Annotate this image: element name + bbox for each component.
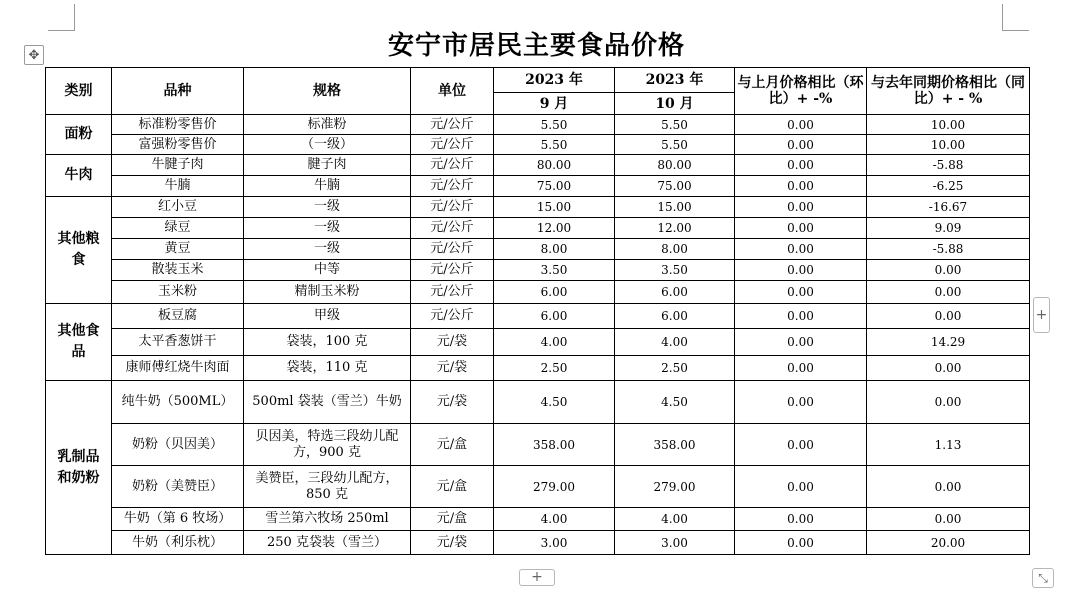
table-row (46, 155, 1030, 176)
table-row (46, 531, 1030, 555)
header-category: 类别 (46, 68, 112, 115)
spec-cell: 500ml 袋装（雪兰）牛奶 (244, 381, 411, 424)
category-cell (46, 115, 112, 155)
variety-cell: 太平香葱饼干 (112, 329, 244, 356)
spec-cell: 一级 (244, 197, 411, 218)
price-prev-cell: 3.50 (494, 260, 615, 281)
spec-cell: 一级 (244, 239, 411, 260)
yoy-cell: 10.00 (867, 135, 1030, 155)
yoy-cell: 0.00 (867, 466, 1030, 508)
yoy-cell: 10.00 (867, 115, 1030, 135)
mom-cell: 0.00 (735, 260, 867, 281)
price-cur-cell: 6.00 (615, 304, 735, 329)
mom-cell: 0.00 (735, 176, 867, 197)
header-year-prev: 2023 年 (494, 68, 615, 93)
yoy-cell: -16.67 (867, 197, 1030, 218)
yoy-cell: -5.88 (867, 239, 1030, 260)
variety-cell: 黄豆 (112, 239, 244, 260)
price-prev-cell: 15.00 (494, 197, 615, 218)
table-row (46, 218, 1030, 239)
table-row (46, 135, 1030, 155)
price-cur-cell: 5.50 (615, 115, 735, 135)
category-cell (46, 155, 112, 197)
plus-icon: + (1035, 307, 1048, 323)
spec-cell: 贝因美，特选三段幼儿配方，900 克 (244, 424, 411, 466)
yoy-cell: 0.00 (867, 508, 1030, 531)
table-row (46, 115, 1030, 135)
mom-cell: 0.00 (735, 115, 867, 135)
table-row (46, 356, 1030, 381)
table-row (46, 381, 1030, 424)
price-prev-cell: 5.50 (494, 135, 615, 155)
header-month-prev: 9 月 (494, 93, 615, 115)
mom-cell: 0.00 (735, 466, 867, 508)
unit-cell: 元/公斤 (411, 115, 494, 135)
price-cur-cell: 12.00 (615, 218, 735, 239)
yoy-cell: 0.00 (867, 304, 1030, 329)
move-icon: ✥ (28, 47, 40, 63)
price-prev-cell: 80.00 (494, 155, 615, 176)
spec-cell: 标准粉 (244, 115, 411, 135)
yoy-cell: 14.29 (867, 329, 1030, 356)
variety-cell: 红小豆 (112, 197, 244, 218)
yoy-cell: 0.00 (867, 356, 1030, 381)
spec-cell: 精制玉米粉 (244, 281, 411, 304)
variety-cell: 绿豆 (112, 218, 244, 239)
variety-cell: 牛腱子肉 (112, 155, 244, 176)
spec-cell: （一级） (244, 135, 411, 155)
variety-cell: 奶粉（贝因美） (112, 424, 244, 466)
mom-cell: 0.00 (735, 508, 867, 531)
price-prev-cell: 75.00 (494, 176, 615, 197)
variety-cell: 富强粉零售价 (112, 135, 244, 155)
variety-cell: 散装玉米 (112, 260, 244, 281)
header-spec: 规格 (244, 68, 411, 115)
mom-cell: 0.00 (735, 135, 867, 155)
header-variety: 品种 (112, 68, 244, 115)
category-label: 其他粮食 (57, 231, 100, 268)
price-prev-cell: 4.50 (494, 381, 615, 424)
price-cur-cell: 75.00 (615, 176, 735, 197)
yoy-cell: 0.00 (867, 381, 1030, 424)
table-row (46, 176, 1030, 197)
unit-cell: 元/公斤 (411, 155, 494, 176)
price-prev-cell: 4.00 (494, 508, 615, 531)
header-month-cur: 10 月 (615, 93, 735, 115)
document-title: 安宁市居民主要食品价格 (387, 31, 685, 61)
table-row (46, 508, 1030, 531)
spec-cell: 袋装，110 克 (244, 356, 411, 381)
mom-cell: 0.00 (735, 329, 867, 356)
table-row (46, 239, 1030, 260)
table-row (46, 424, 1030, 466)
price-cur-cell: 279.00 (615, 466, 735, 508)
table-row (46, 197, 1030, 218)
price-prev-cell: 2.50 (494, 356, 615, 381)
yoy-cell: 0.00 (867, 281, 1030, 304)
variety-cell: 玉米粉 (112, 281, 244, 304)
price-cur-cell: 3.50 (615, 260, 735, 281)
variety-cell: 牛腩 (112, 176, 244, 197)
header-yoy: 与去年同期价格相比（同比）+ - % (867, 68, 1030, 115)
unit-cell: 元/盒 (411, 466, 494, 508)
price-cur-cell: 2.50 (615, 356, 735, 381)
yoy-cell: 1.13 (867, 424, 1030, 466)
table-row (46, 260, 1030, 281)
spec-cell: 美赞臣，三段幼儿配方，850 克 (244, 466, 411, 508)
yoy-cell: -6.25 (867, 176, 1030, 197)
unit-cell: 元/袋 (411, 531, 494, 555)
variety-cell: 牛奶（利乐枕） (112, 531, 244, 555)
price-prev-cell: 6.00 (494, 304, 615, 329)
mom-cell: 0.00 (735, 197, 867, 218)
price-cur-cell: 4.00 (615, 508, 735, 531)
resize-icon: ⤡ (1038, 571, 1048, 585)
mom-cell: 0.00 (735, 424, 867, 466)
mom-cell: 0.00 (735, 381, 867, 424)
unit-cell: 元/公斤 (411, 239, 494, 260)
spec-cell: 雪兰第六牧场 250ml (244, 508, 411, 531)
price-prev-cell: 8.00 (494, 239, 615, 260)
yoy-cell: 0.00 (867, 260, 1030, 281)
variety-cell: 标准粉零售价 (112, 115, 244, 135)
yoy-cell: -5.88 (867, 155, 1030, 176)
unit-cell: 元/公斤 (411, 197, 494, 218)
price-cur-cell: 6.00 (615, 281, 735, 304)
unit-cell: 元/盒 (411, 424, 494, 466)
yoy-cell: 9.09 (867, 218, 1030, 239)
price-prev-cell: 279.00 (494, 466, 615, 508)
unit-cell: 元/袋 (411, 329, 494, 356)
mom-cell: 0.00 (735, 239, 867, 260)
mom-cell: 0.00 (735, 356, 867, 381)
price-cur-cell: 15.00 (615, 197, 735, 218)
unit-cell: 元/公斤 (411, 218, 494, 239)
variety-cell: 牛奶（第 6 牧场） (112, 508, 244, 531)
yoy-cell: 20.00 (867, 531, 1030, 555)
mom-cell: 0.00 (735, 218, 867, 239)
price-table (45, 67, 1030, 555)
variety-cell: 板豆腐 (112, 304, 244, 329)
mom-cell: 0.00 (735, 155, 867, 176)
mom-cell: 0.00 (735, 281, 867, 304)
spec-cell: 腱子肉 (244, 155, 411, 176)
header-year-cur: 2023 年 (615, 68, 735, 93)
category-cell (46, 304, 112, 381)
price-prev-cell: 4.00 (494, 329, 615, 356)
category-cell (46, 381, 112, 555)
price-prev-cell: 12.00 (494, 218, 615, 239)
spec-cell: 甲级 (244, 304, 411, 329)
spec-cell: 一级 (244, 218, 411, 239)
header-mom: 与上月价格相比（环比）+ -% (735, 68, 867, 115)
unit-cell: 元/袋 (411, 356, 494, 381)
category-label: 面粉 (64, 126, 93, 142)
mom-cell: 0.00 (735, 531, 867, 555)
category-cell (46, 197, 112, 304)
table-resize-handle[interactable] (1032, 568, 1054, 588)
table-row (46, 329, 1030, 356)
price-cur-cell: 4.00 (615, 329, 735, 356)
unit-cell: 元/公斤 (411, 281, 494, 304)
unit-cell: 元/公斤 (411, 135, 494, 155)
price-cur-cell: 3.00 (615, 531, 735, 555)
spec-cell: 中等 (244, 260, 411, 281)
variety-cell: 纯牛奶（500ML） (112, 381, 244, 424)
plus-icon: + (531, 569, 543, 585)
price-cur-cell: 8.00 (615, 239, 735, 260)
table-row (46, 466, 1030, 508)
price-cur-cell: 358.00 (615, 424, 735, 466)
table-row (46, 304, 1030, 329)
add-row-button[interactable] (519, 569, 555, 586)
mom-cell: 0.00 (735, 304, 867, 329)
category-label: 其他食品 (57, 323, 100, 360)
spec-cell: 250 克袋装（雪兰） (244, 531, 411, 555)
unit-cell: 元/公斤 (411, 260, 494, 281)
table-row (46, 281, 1030, 304)
unit-cell: 元/公斤 (411, 304, 494, 329)
add-column-button[interactable] (1033, 297, 1050, 333)
price-prev-cell: 358.00 (494, 424, 615, 466)
spec-cell: 牛腩 (244, 176, 411, 197)
unit-cell: 元/盒 (411, 508, 494, 531)
table-body (46, 115, 1030, 555)
category-label: 牛肉 (64, 167, 93, 183)
category-label: 乳制品和奶粉 (57, 448, 100, 486)
unit-cell: 元/公斤 (411, 176, 494, 197)
price-cur-cell: 5.50 (615, 135, 735, 155)
price-cur-cell: 80.00 (615, 155, 735, 176)
variety-cell: 康师傅红烧牛肉面 (112, 356, 244, 381)
spec-cell: 袋装，100 克 (244, 329, 411, 356)
price-cur-cell: 4.50 (615, 381, 735, 424)
header-unit: 单位 (411, 68, 494, 115)
price-prev-cell: 5.50 (494, 115, 615, 135)
unit-cell: 元/袋 (411, 381, 494, 424)
price-prev-cell: 6.00 (494, 281, 615, 304)
variety-cell: 奶粉（美赞臣） (112, 466, 244, 508)
price-prev-cell: 3.00 (494, 531, 615, 555)
